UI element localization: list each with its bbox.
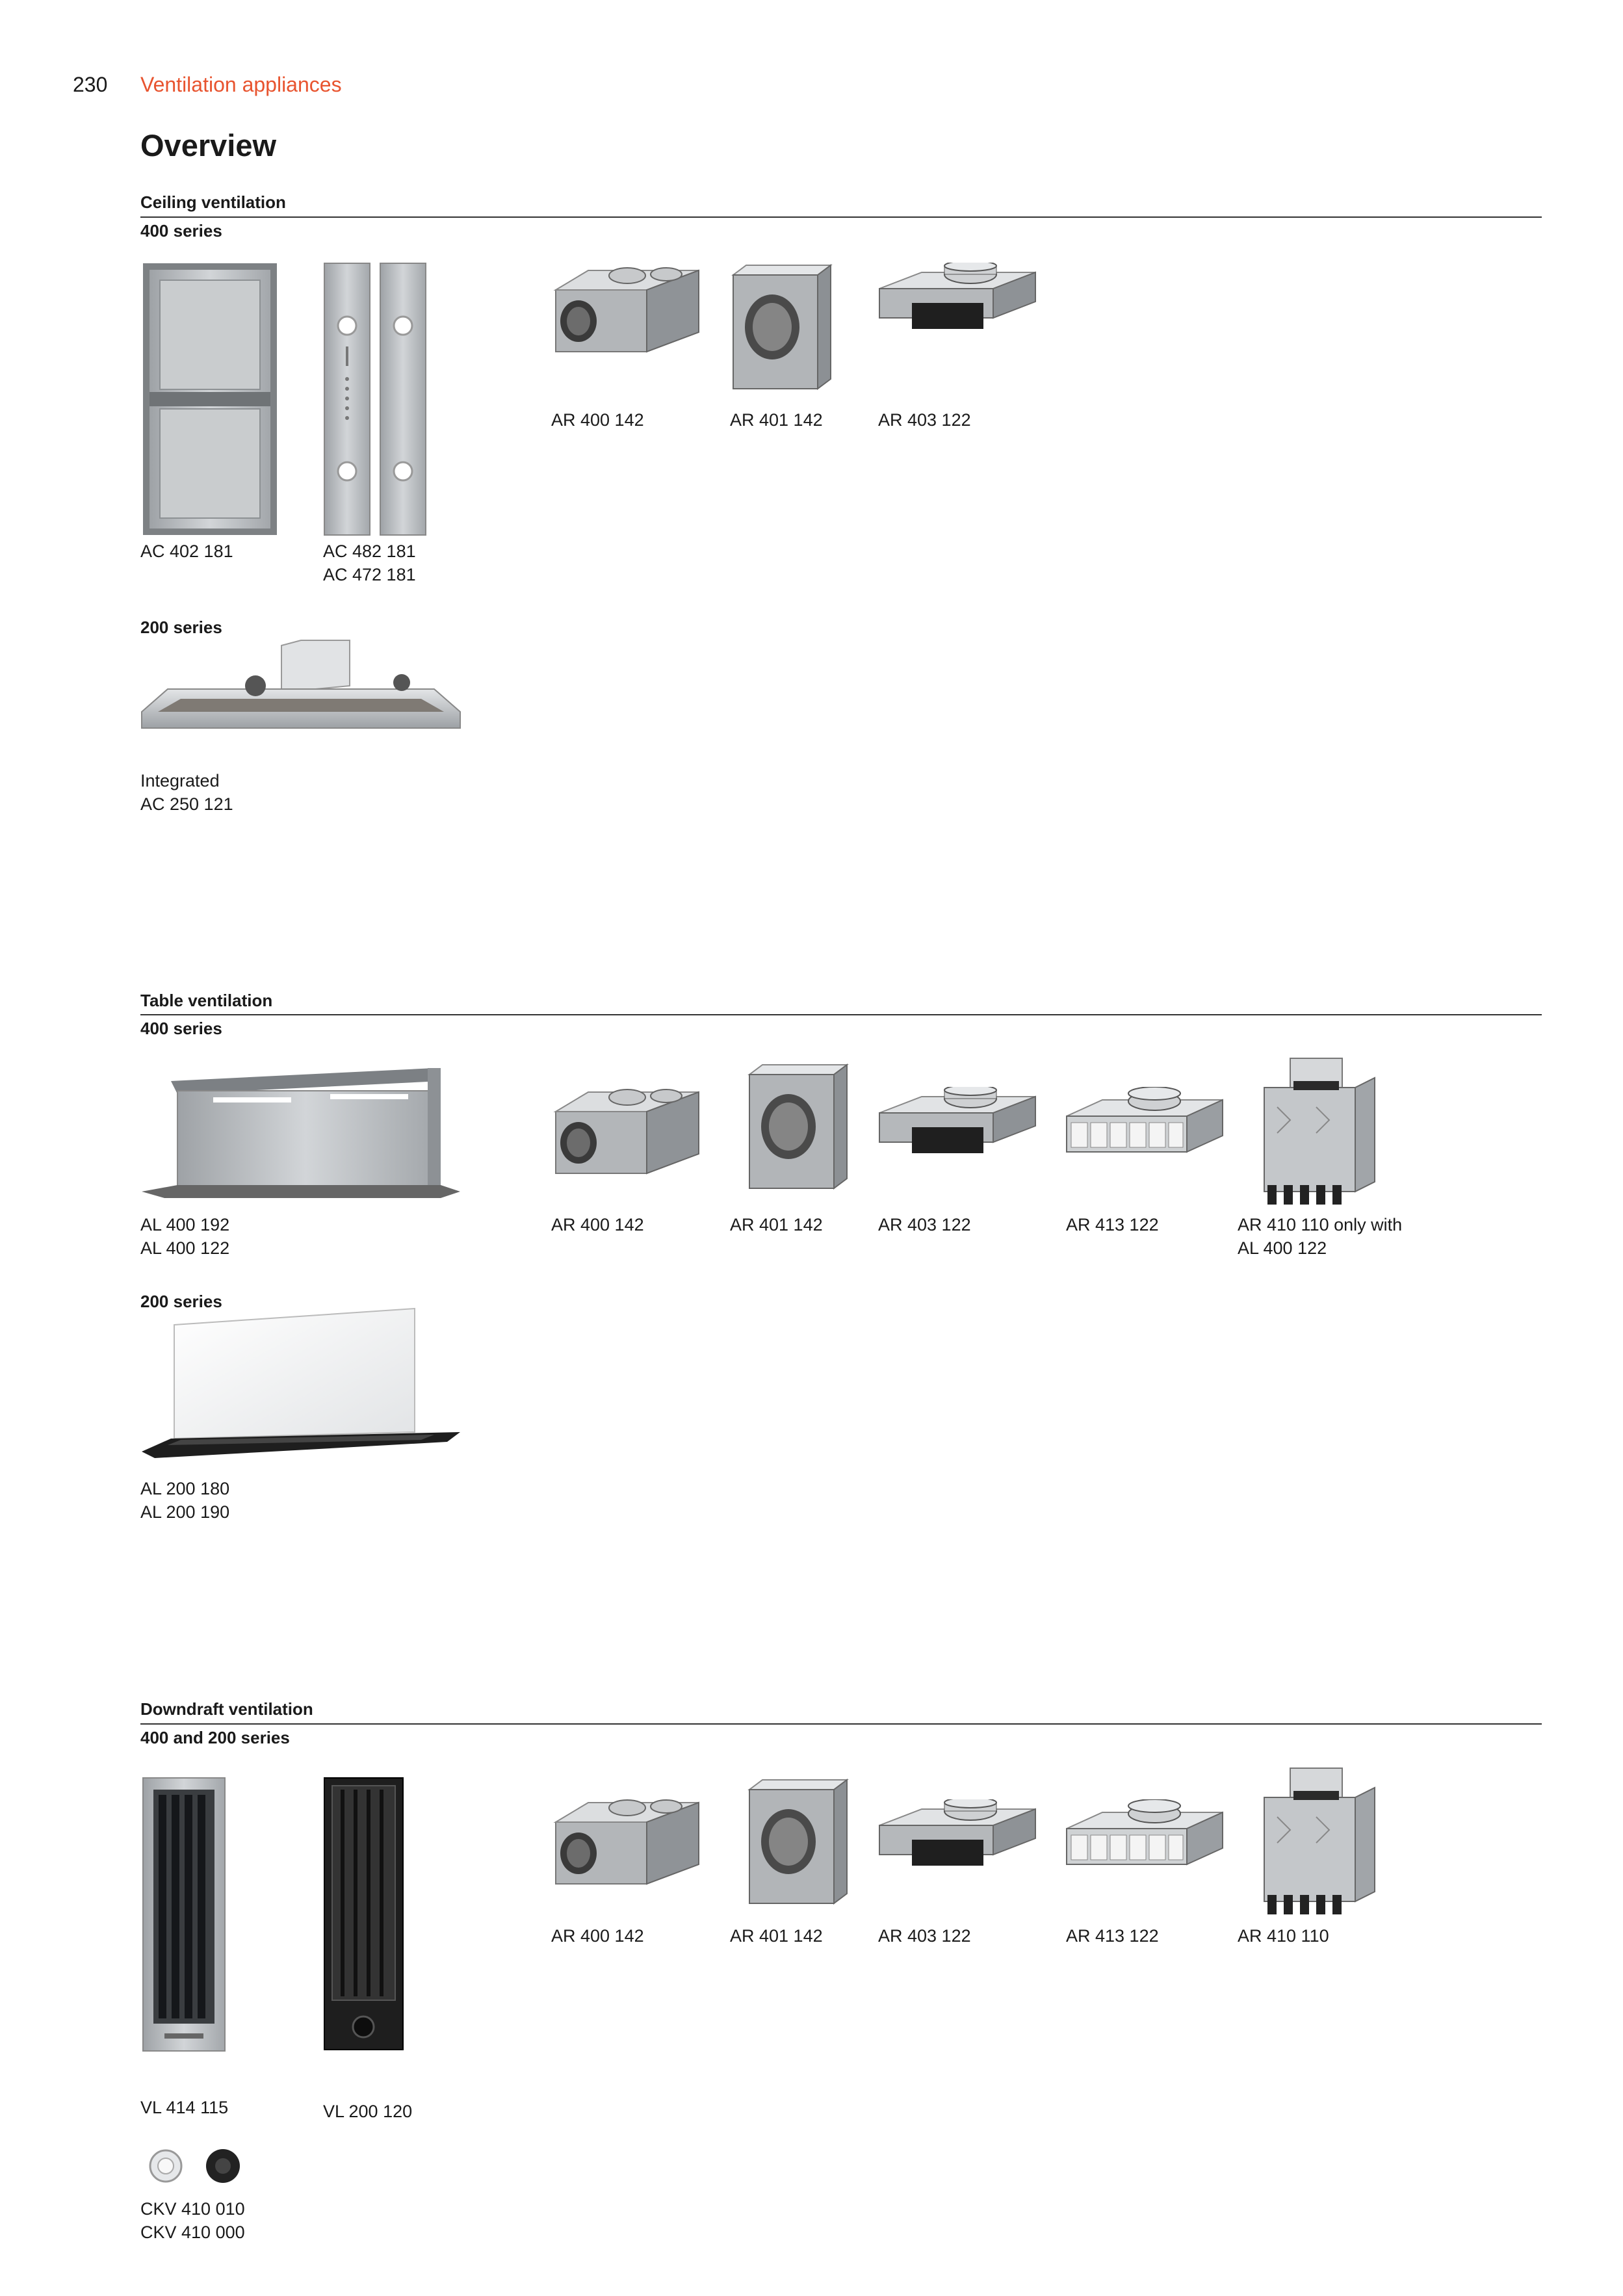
ac482-image <box>323 262 428 536</box>
table-ar401-label: AR 401 142 <box>730 1215 823 1234</box>
down-ar403-label: AR 403 122 <box>878 1926 971 1946</box>
table-rule <box>140 1014 1542 1015</box>
table-ar410-note: AL 400 122 <box>1238 1238 1327 1258</box>
section-title: Ventilation appliances <box>140 73 342 96</box>
vl200-label: VL 200 120 <box>323 2102 413 2121</box>
ceiling-heading: Ceiling ventilation <box>140 192 286 212</box>
downdraft-series-heading: 400 and 200 series <box>140 1728 290 1747</box>
downdraft-rule <box>140 1723 1542 1725</box>
down-ar401-image <box>743 1777 853 1913</box>
down-ar401-label: AR 401 142 <box>730 1926 823 1946</box>
ac402-label: AC 402 181 <box>140 541 233 561</box>
al192-label: AL 400 192 <box>140 1215 230 1234</box>
ceiling-ar403-label: AR 403 122 <box>878 410 971 430</box>
ckv010-label: CKV 410 010 <box>140 2199 245 2219</box>
al190-label: AL 200 190 <box>140 1502 230 1522</box>
table-heading: Table ventilation <box>140 991 273 1010</box>
ac250-image <box>142 640 460 744</box>
ceiling-ar403-image <box>876 263 1039 341</box>
down-ar410-label: AR 410 110 <box>1238 1926 1329 1946</box>
down-ar400-label: AR 400 142 <box>551 1926 644 1946</box>
table-400-heading: 400 series <box>140 1019 222 1038</box>
down-ar410-image <box>1258 1765 1381 1921</box>
ceiling-ar401-image <box>727 262 837 398</box>
ac402-image <box>142 262 278 536</box>
ceiling-ar400-image <box>549 264 705 361</box>
down-ar400-image <box>549 1796 705 1894</box>
down-ar403-image <box>876 1799 1039 1877</box>
table-ar403-image <box>876 1087 1039 1165</box>
table-ar400-label: AR 400 142 <box>551 1215 644 1234</box>
ceiling-rule <box>140 216 1542 218</box>
ac482-label: AC 482 181 <box>323 541 416 561</box>
integrated-label: Integrated <box>140 771 220 790</box>
down-ar413-label: AR 413 122 <box>1066 1926 1159 1946</box>
vl200-image <box>323 1777 404 2053</box>
table-ar410-image <box>1258 1055 1381 1211</box>
downdraft-heading: Downdraft ventilation <box>140 1699 313 1719</box>
table-ar403-label: AR 403 122 <box>878 1215 971 1234</box>
table-ar401-image <box>743 1062 853 1198</box>
vl414-label: VL 414 115 <box>140 2098 229 2117</box>
ceiling-ar401-label: AR 401 142 <box>730 410 823 430</box>
ceiling-400-heading: 400 series <box>140 221 222 241</box>
page-title: Overview <box>140 128 277 163</box>
ac472-label: AC 472 181 <box>323 565 416 584</box>
al180-label: AL 200 180 <box>140 1479 230 1498</box>
page-number: 230 <box>73 73 108 96</box>
ac250-label: AC 250 121 <box>140 794 233 814</box>
down-ar413-image <box>1063 1799 1226 1877</box>
ckv000-label: CKV 410 000 <box>140 2223 245 2242</box>
al200-image <box>142 1305 460 1458</box>
table-ar400-image <box>549 1086 705 1183</box>
table-ar413-label: AR 413 122 <box>1066 1215 1159 1234</box>
table-200-heading: 200 series <box>140 1292 222 1311</box>
table-ar410-label: AR 410 110 only with <box>1238 1215 1403 1234</box>
al400-image <box>142 1062 460 1201</box>
ckv-knobs-image <box>146 2145 250 2187</box>
ceiling-200-heading: 200 series <box>140 618 222 637</box>
vl414-image <box>142 1777 226 2056</box>
table-ar413-image <box>1063 1087 1226 1165</box>
ceiling-ar400-label: AR 400 142 <box>551 410 644 430</box>
al122-label: AL 400 122 <box>140 1238 230 1258</box>
